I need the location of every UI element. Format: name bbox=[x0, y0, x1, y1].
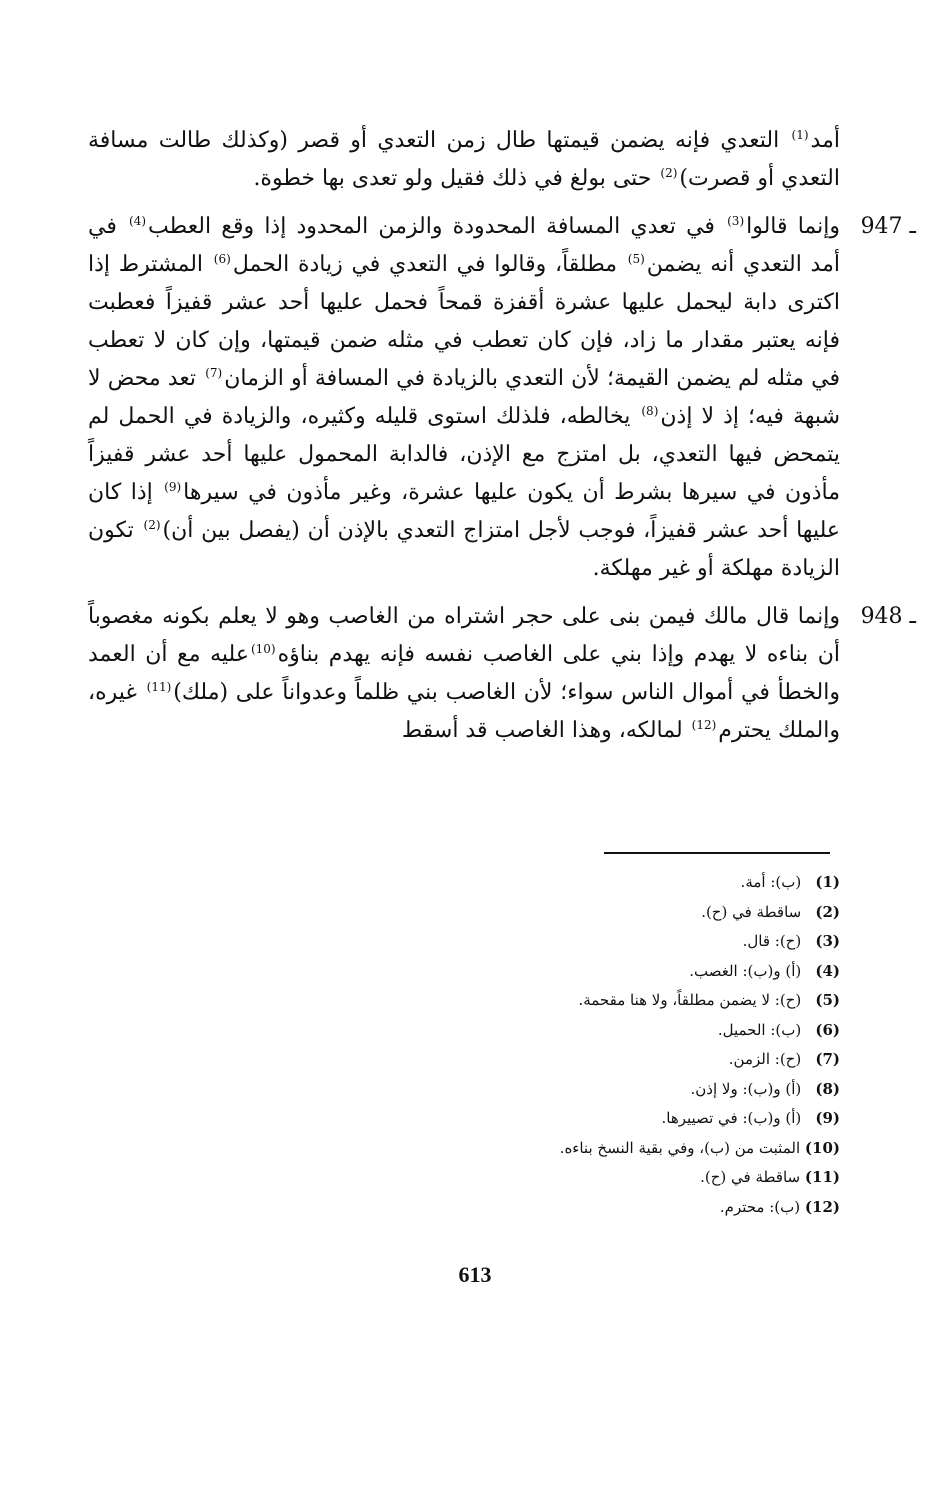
footnote-item bbox=[320, 898, 840, 928]
footnote-marker: (8) bbox=[641, 403, 659, 418]
footnote-text: (ح): لا يضمن مطلقاً، ولا هنا مقحمة. bbox=[578, 991, 802, 1009]
footnote-text: (أ) و(ب): الغصب. bbox=[689, 961, 802, 980]
text-run: إذا كان عليها أحد عشر قفيزاً، فوجب لأجل امتزاج التعدي بالإذن أن (يفصل بين أن) bbox=[88, 480, 840, 543]
footnote-item bbox=[320, 1045, 840, 1075]
paragraph-number: 948 ـ bbox=[860, 604, 916, 629]
footnote-number: (7) bbox=[815, 1050, 840, 1068]
footnote-text: (أ) و(ب): ولا إذن. bbox=[690, 1079, 802, 1098]
footnote-text: (ب): الحميل. bbox=[717, 1020, 802, 1039]
footnote-item bbox=[320, 1193, 840, 1223]
text-run: المشترط إذا اكترى دابة ليحمل عليها عشرة أقفزة قمحاً فحمل عليها أحد عشر قفيزاً فعطبت فإنه يعتبر مقدار ما زاد، فإن كان تعطب في مثله ضمن قيمتها، وإن كان لا تعطب في مثله لم يضمن القيمة؛ لأن التعدي بالزيادة في المسافة أو الزمان bbox=[88, 252, 841, 391]
footnote-marker: (10) bbox=[250, 641, 276, 656]
footnote-marker: (2) bbox=[660, 165, 678, 180]
text-run: غيره، والملك يحترم bbox=[88, 680, 840, 743]
footnote-text: المثبت من (ب)، وفي بقية النسخ بناءه. bbox=[559, 1138, 801, 1157]
footnote-marker: (6) bbox=[213, 251, 231, 266]
text-run: حتى بولغ في ذلك فقيل ولو تعدى بها خطوة. bbox=[253, 166, 659, 191]
footnote-number: (1) bbox=[815, 873, 840, 891]
footnote-text: ساقطة في (ح). bbox=[701, 902, 802, 921]
footnote-separator bbox=[604, 852, 830, 854]
footnote-item bbox=[320, 927, 840, 957]
text-run: وإنما قال مالك فيمن بنى على حجر اشتراه من الغاصب وهو لا يعلم بكونه مغصوباً أن بناءه لا يهدم وإذا بني على الغاصب نفسه فإنه يهدم بناؤه bbox=[88, 604, 840, 667]
footnote-marker: (3) bbox=[727, 213, 745, 228]
footnote-number: (11) bbox=[804, 1168, 840, 1186]
footnote-text: (ح): قال. bbox=[742, 932, 802, 950]
text-run: وإنما قالوا bbox=[746, 214, 840, 239]
footnote-item bbox=[320, 1134, 840, 1164]
text-run: تعد محض لا شبهة فيه؛ إذ لا إذن bbox=[88, 366, 840, 429]
footnote-text: (ب): محترم. bbox=[719, 1197, 801, 1216]
footnote-marker: (7) bbox=[205, 365, 223, 380]
text-run: أمد bbox=[810, 128, 840, 153]
footnote-item bbox=[320, 957, 840, 987]
footnote-marker: (2) bbox=[143, 517, 161, 532]
footnote-marker: (12) bbox=[691, 717, 717, 732]
text-run: عليه مع أن العمد والخطأ في أموال الناس سواء؛ لأن الغاصب بني ظلماً وعدواناً على (ملك) bbox=[88, 642, 840, 705]
footnote-text: (ب): أمة. bbox=[740, 873, 802, 891]
main-text bbox=[88, 122, 916, 760]
footnote-marker: (9) bbox=[164, 479, 182, 494]
text-run: في أمد التعدي أنه يضمن bbox=[88, 214, 840, 277]
numbered-paragraph bbox=[88, 598, 916, 750]
text-run: مطلقاً، وقالوا في التعدي في زيادة الحمل bbox=[232, 252, 626, 277]
footnote-number: (10) bbox=[804, 1138, 840, 1157]
footnote-number: (12) bbox=[804, 1197, 840, 1216]
footnote-item bbox=[320, 1163, 840, 1193]
footnote-number: (3) bbox=[815, 932, 840, 950]
footnote-text: (أ) و(ب): في تصييرها. bbox=[661, 1109, 802, 1127]
footnote-item bbox=[320, 1016, 840, 1046]
numbered-paragraph bbox=[88, 208, 916, 588]
footnote-number: (5) bbox=[815, 991, 840, 1009]
footnote-text: (ح): الزمن. bbox=[728, 1050, 802, 1068]
footnote-item bbox=[320, 868, 840, 898]
footnote-number: (4) bbox=[815, 961, 840, 980]
text-run: لمالكه، وهذا الغاصب قد أسقط bbox=[401, 718, 690, 743]
text-run: تكون الزيادة مهلكة أو غير مهلكة. bbox=[88, 518, 840, 581]
footnotes-list bbox=[320, 868, 840, 1222]
text-run: في تعدي المسافة المحدودة والزمن المحدود إذا وقع العطب bbox=[148, 214, 726, 239]
footnote-number: (8) bbox=[815, 1079, 840, 1098]
footnote-item bbox=[320, 1075, 840, 1105]
footnote-marker: (1) bbox=[791, 127, 809, 142]
footnote-item bbox=[320, 986, 840, 1016]
footnote-number: (9) bbox=[815, 1109, 840, 1127]
footnote-marker: (5) bbox=[627, 251, 645, 266]
footnote-number: (6) bbox=[815, 1020, 840, 1039]
text-run: يخالطه، فلذلك استوى قليله وكثيره، والزيادة في الحمل لم يتمحض فيها التعدي، بل امتزج مع الإذن، فالدابة المحمول عليها أحد عشر قفيزاً مأذون في سيرها بشرط أن يكون عليها عشرة، وغير مأذون في سيرها bbox=[88, 404, 841, 505]
footnote-text: ساقطة في (ح). bbox=[700, 1168, 801, 1186]
text-run: التعدي فإنه يضمن قيمتها طال زمن التعدي أو قصر (وكذلك طالت مسافة التعدي أو قصرت) bbox=[88, 128, 840, 191]
footnote-marker: (4) bbox=[129, 213, 147, 228]
paragraph-number: 947 ـ bbox=[860, 214, 916, 239]
footnote-number: (2) bbox=[815, 902, 840, 921]
footnote-item bbox=[320, 1104, 840, 1134]
page-number: 613 bbox=[458, 1262, 492, 1287]
paragraph bbox=[88, 122, 840, 198]
footnote-marker: (11) bbox=[146, 679, 172, 694]
